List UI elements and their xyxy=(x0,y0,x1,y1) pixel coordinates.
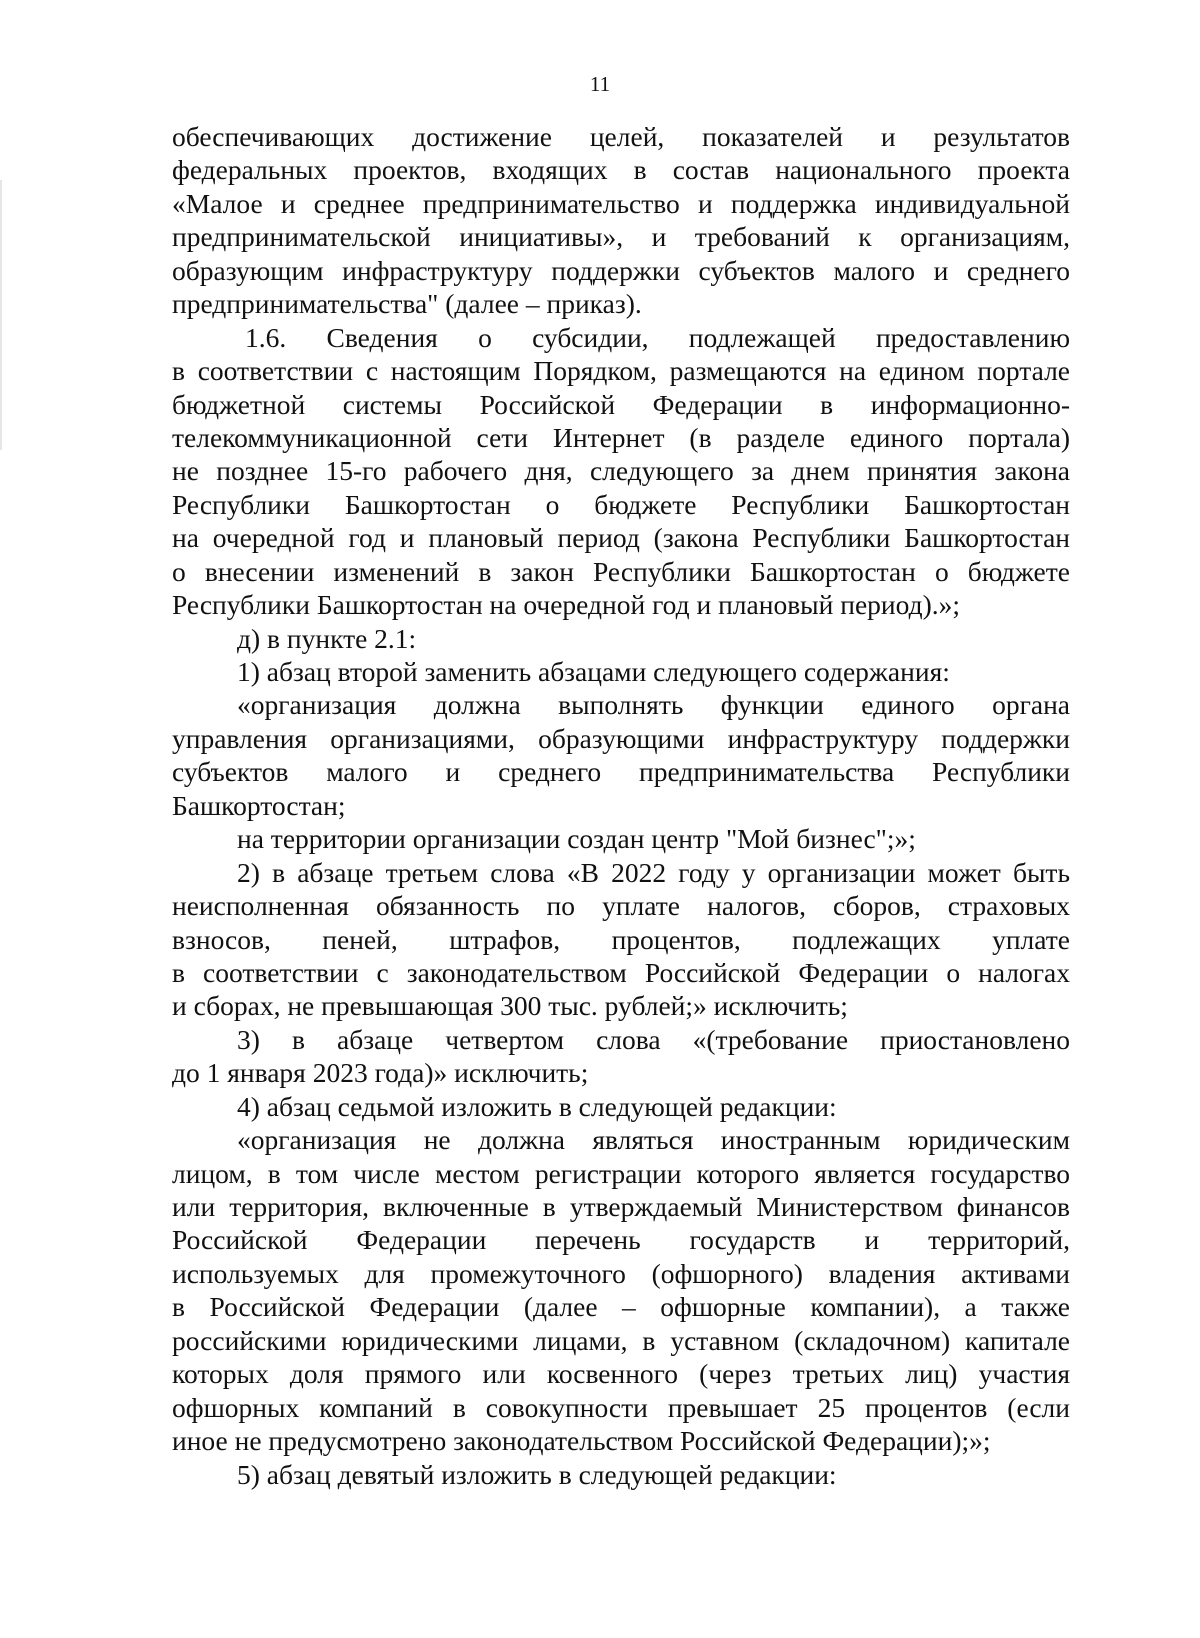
text-line: субъектов малого и среднего предпринимательства Республики xyxy=(172,756,1070,788)
document-body xyxy=(172,120,1070,1491)
text-line: управления организациями, образующими инфраструктуру поддержки xyxy=(172,722,1070,754)
text-line: 4) абзац седьмой изложить в следующей редакции: xyxy=(237,1090,837,1122)
text-line: используемых для промежуточного (офшорного) владения активами xyxy=(172,1257,1070,1289)
text-line: 1) абзац второй заменить абзацами следующего содержания: xyxy=(237,656,950,687)
text-line: образующим инфраструктуру поддержки субъектов малого и среднего xyxy=(172,254,1070,286)
page-number: 11 xyxy=(589,72,611,96)
text-line: в соответствии с законодательством Российской Федерации о налогах xyxy=(172,956,1070,988)
text-line: 5) абзац девятый изложить в следующей редакции: xyxy=(237,1458,837,1490)
text-line: Республики Башкортостан о бюджете Республики Башкортостан xyxy=(172,488,1070,520)
text-line: федеральных проектов, входящих в состав национального проекта xyxy=(172,154,1070,186)
text-line: взносов, пеней, штрафов, процентов, подлежащих уплате xyxy=(172,923,1070,955)
text-line: обеспечивающих достижение целей, показателей и результатов xyxy=(172,121,1070,152)
text-line: Республики Башкортостан на очередной год и плановый период).»; xyxy=(172,589,961,621)
text-line: лицом, в том числе местом регистрации которого является государство xyxy=(172,1157,1070,1189)
text-line: на территории организации создан центр "Мой бизнес";»; xyxy=(237,823,916,855)
text-line: «организация не должна являться иностранным юридическим xyxy=(237,1124,1070,1156)
text-line: до 1 января 2023 года)» исключить; xyxy=(172,1057,589,1089)
text-line: на очередной год и плановый период (закона Республики Башкортостан xyxy=(172,522,1070,554)
text-line: офшорных компаний в совокупности превышает 25 процентов (если xyxy=(172,1391,1070,1423)
text-line: о внесении изменений в закон Республики Башкортостан о бюджете xyxy=(172,555,1070,587)
text-line: предпринимательства" (далее – приказ). xyxy=(172,288,642,320)
text-line: не позднее 15-го рабочего дня, следующего за днем принятия закона xyxy=(172,455,1070,487)
text-line: которых доля прямого или косвенного (через третьих лиц) участия xyxy=(172,1358,1070,1390)
text-line: «Малое и среднее предпринимательство и поддержка индивидуальной xyxy=(172,187,1070,219)
text-line: д) в пункте 2.1: xyxy=(237,622,417,654)
text-line: российскими юридическими лицами, в уставном (складочном) капитале xyxy=(172,1324,1070,1356)
text-line: неисполненная обязанность по уплате налогов, сборов, страховых xyxy=(172,890,1070,922)
text-line: иное не предусмотрено законодательством Российской Федерации);»; xyxy=(172,1425,991,1457)
text-line: 2) в абзаце третьем слова «В 2022 году у организации может быть xyxy=(237,856,1070,888)
text-line: или территория, включенные в утверждаемый Министерством финансов xyxy=(172,1191,1070,1222)
text-line: 3) в абзаце четвертом слова «(требование приостановлено xyxy=(237,1023,1070,1055)
text-line: в соответствии с настоящим Порядком, размещаются на едином портале xyxy=(172,355,1070,387)
text-line: «организация должна выполнять функции единого органа xyxy=(237,689,1070,721)
text-line: и сборах, не превышающая 300 тыс. рублей;» исключить; xyxy=(172,990,848,1022)
text-line: в Российской Федерации (далее – офшорные компании), а также xyxy=(172,1291,1070,1323)
text-line: Башкортостан; xyxy=(172,789,346,821)
text-line: предпринимательской инициативы», и требований к организациям, xyxy=(172,221,1070,253)
scan-edge-mark xyxy=(0,180,2,450)
text-line: 1.6. Сведения о субсидии, подлежащей предоставлению xyxy=(245,321,1070,353)
text-line: Российской Федерации перечень государств и территорий, xyxy=(172,1224,1070,1256)
text-line: бюджетной системы Российской Федерации в информационно- xyxy=(172,388,1070,420)
text-line: телекоммуникационной сети Интернет (в разделе единого портала) xyxy=(172,421,1070,453)
